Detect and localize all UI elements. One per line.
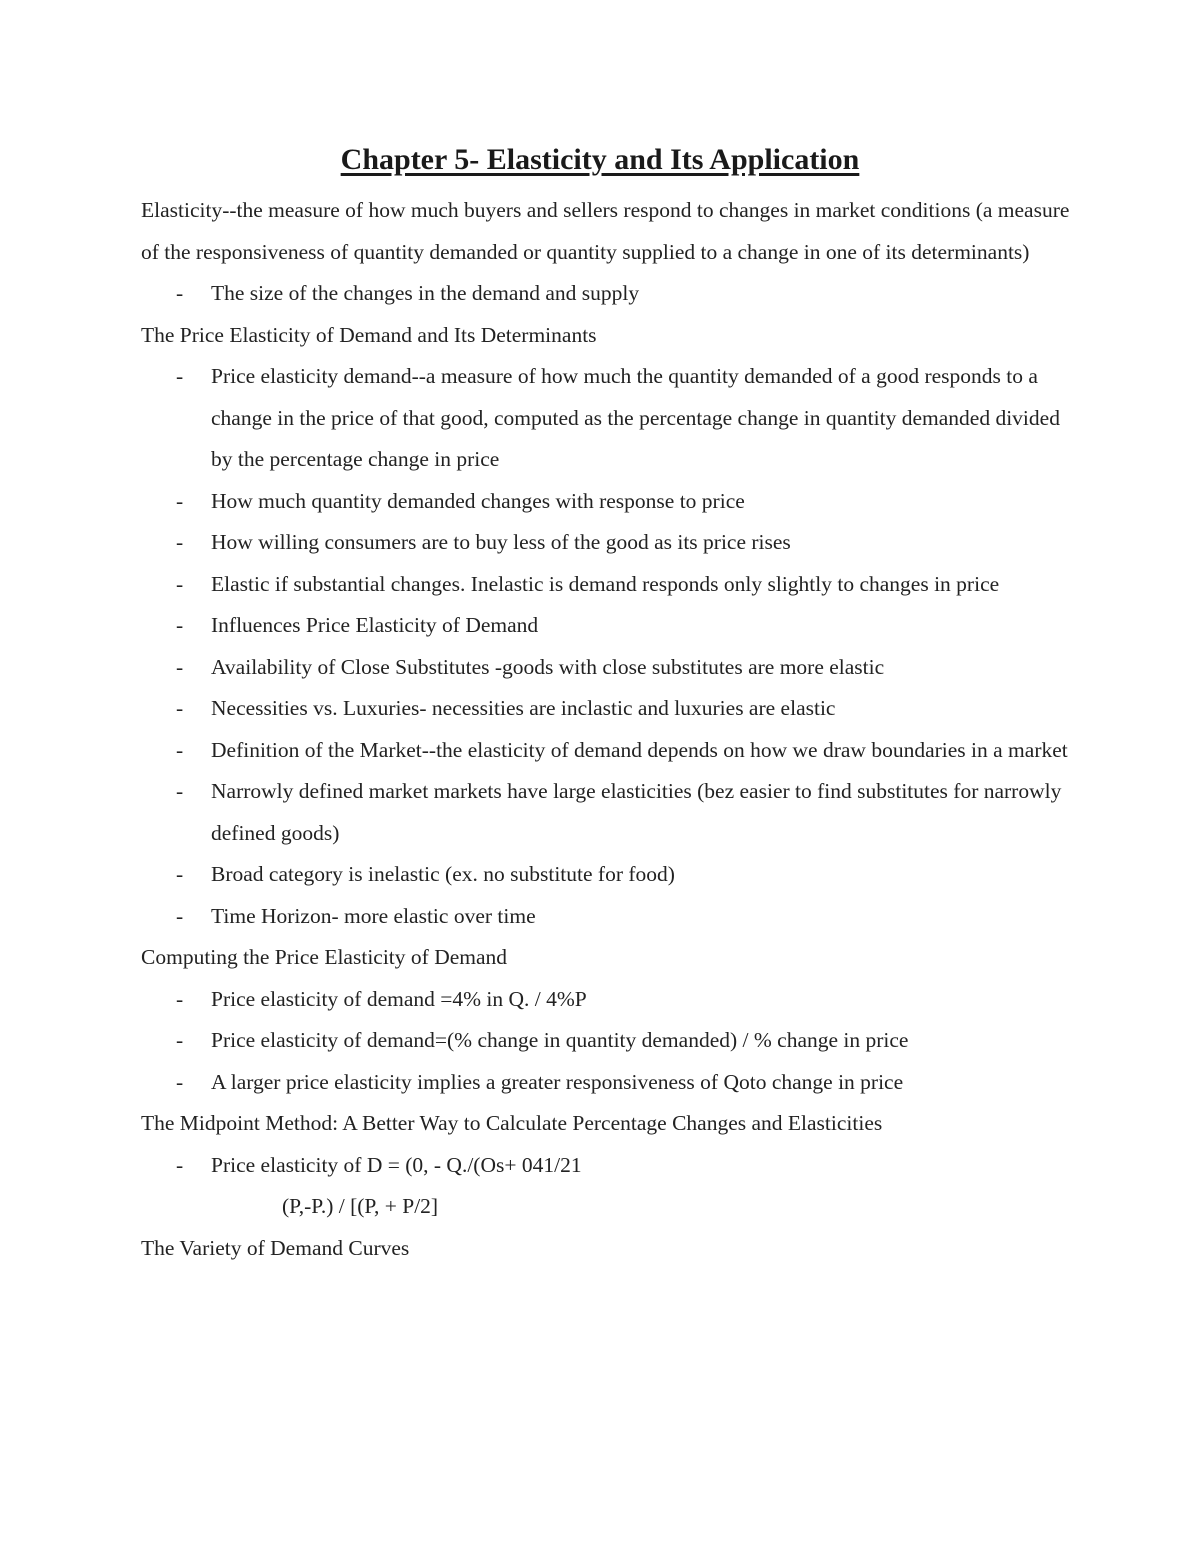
- list-item: [141, 730, 1071, 772]
- list-item-text: Elastic if substantial changes. Inelastic is demand responds only slightly to changes in price: [211, 571, 1000, 596]
- list-item: [141, 896, 1071, 938]
- page-title: Chapter 5- Elasticity and Its Application: [340, 143, 860, 176]
- bullet-dash: -: [176, 530, 184, 554]
- list-item: [141, 1062, 1071, 1104]
- section-heading-midpoint: The Midpoint Method: A Better Way to Calculate Percentage Changes and Elasticities: [141, 1111, 883, 1135]
- list-item-text: Broad category is inelastic (ex. no substitute for food): [211, 862, 675, 886]
- bullet-dash: -: [176, 986, 184, 1011]
- list-item-text: Price elasticity demand--a measure of how much the quantity demanded of a good responds to a change in the price of that good, computed as the percentage change in quantity demanded divided by the percentage change in price: [211, 364, 1060, 471]
- bullet-dash: -: [176, 488, 184, 513]
- formula-continuation: (P,-P.) / [(P, + P/2]: [282, 1194, 439, 1218]
- list-item-text: Availability of Close Substitutes -goods with close substitutes are more elastic: [211, 654, 885, 679]
- list-item-text: How willing consumers are to buy less of the good as its price rises: [211, 530, 791, 554]
- list-item: [141, 647, 1071, 689]
- list-item: [141, 854, 1071, 896]
- list-item: [141, 688, 1071, 730]
- list-item: [141, 979, 1071, 1021]
- list-item-text: Time Horizon- more elastic over time: [211, 903, 536, 928]
- bullet-dash: -: [176, 737, 184, 762]
- bullet-dash: -: [176, 779, 184, 803]
- list-item: [141, 1020, 1071, 1062]
- computing-list: [141, 979, 1071, 1104]
- bullet-dash: -: [176, 613, 184, 637]
- list-item-text: A larger price elasticity implies a greater responsiveness of Qoto change in price: [211, 1069, 904, 1094]
- bullet-dash: -: [176, 1069, 184, 1094]
- list-item-text: Price elasticity of demand=(% change in quantity demanded) / % change in price: [211, 1028, 909, 1052]
- list-item-text: Definition of the Market--the elasticity of demand depends on how we draw boundaries in a market: [211, 737, 1068, 762]
- determinants-list: [141, 356, 1071, 937]
- list-item-text: Price elasticity of demand =4% in Q. / 4%P: [211, 986, 587, 1011]
- bullet-dash: -: [176, 903, 184, 928]
- list-item: [141, 522, 1071, 564]
- bullet-dash: -: [176, 1152, 184, 1177]
- list-item: [141, 1145, 1071, 1187]
- section-heading-computing: Computing the Price Elasticity of Demand: [141, 945, 508, 969]
- section-heading-determinants: The Price Elasticity of Demand and Its Determinants: [141, 322, 597, 347]
- bullet-dash: -: [176, 364, 184, 388]
- bullet-dash: -: [176, 1028, 184, 1052]
- list-item-text: Price elasticity of D = (0, - Q./(Os+ 041/21: [211, 1152, 582, 1177]
- intro-list: [141, 273, 1071, 315]
- list-item-text: How much quantity demanded changes with response to price: [211, 488, 745, 513]
- midpoint-list: [141, 1145, 1071, 1187]
- list-item: [141, 771, 1071, 854]
- list-item-text: Narrowly defined market markets have large elasticities (bez easier to find substitutes for narrowly defined goods): [211, 779, 1062, 845]
- bullet-dash: -: [176, 571, 184, 596]
- section-heading-demand-curves: The Variety of Demand Curves: [141, 1235, 410, 1260]
- list-item: [141, 564, 1071, 606]
- list-item-text: Necessities vs. Luxuries- necessities are inclastic and luxuries are elastic: [211, 696, 836, 720]
- list-item: [141, 481, 1071, 523]
- intro-paragraph: Elasticity--the measure of how much buyers and sellers respond to changes in market conditions (a measure of the responsiveness of quantity demanded or quantity supplied to a change in one of its determinants): [141, 198, 1070, 264]
- bullet-dash: -: [176, 862, 184, 886]
- bullet-dash: -: [176, 281, 184, 305]
- bullet-dash: -: [176, 696, 184, 720]
- list-item-text: Influences Price Elasticity of Demand: [211, 613, 539, 637]
- bullet-dash: -: [176, 654, 184, 679]
- list-item: [141, 356, 1071, 481]
- document-body: [141, 190, 1071, 1269]
- list-item: [141, 273, 1071, 315]
- list-item: [141, 605, 1071, 647]
- list-item-text: The size of the changes in the demand and supply: [211, 281, 640, 305]
